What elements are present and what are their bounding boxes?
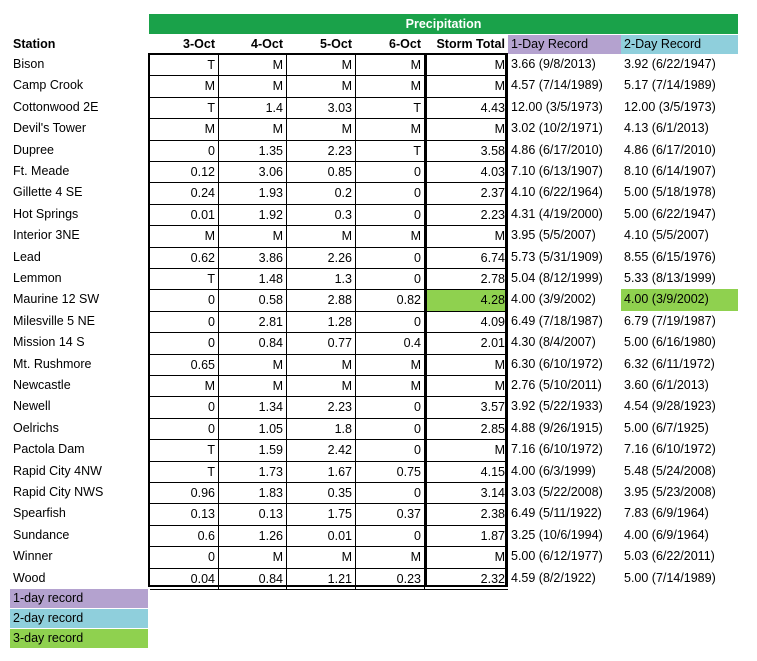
cell-3-oct: 0.6 bbox=[150, 526, 219, 547]
two-day-record-value: 5.48 (5/24/2008) bbox=[624, 463, 716, 478]
one-day-record-value: 3.02 (10/2/1971) bbox=[511, 121, 603, 136]
cell-5-oct: 0.85 bbox=[287, 162, 356, 183]
cell-storm-total: M bbox=[425, 547, 508, 568]
cell-4-oct: 0.58 bbox=[219, 290, 287, 311]
cell-storm-total: 4.43 bbox=[425, 98, 508, 119]
cell-6-oct: 0.75 bbox=[356, 462, 425, 483]
cell-4-oct: 1.26 bbox=[219, 526, 287, 547]
cell-5-oct: 0.3 bbox=[287, 205, 356, 226]
two-day-record-value: 7.16 (6/10/1972) bbox=[624, 442, 716, 457]
cell-3-oct: 0.24 bbox=[150, 183, 219, 204]
cell-storm-total: M bbox=[425, 119, 508, 140]
two-day-record-value: 3.60 (6/1/2013) bbox=[624, 378, 709, 392]
cell-storm-total: M bbox=[425, 440, 508, 461]
one-day-record-value: 5.00 (6/12/1977) bbox=[511, 549, 603, 564]
cell-storm-total: 4.15 bbox=[425, 462, 508, 483]
two-day-record-value: 8.10 (6/14/1907) bbox=[624, 164, 716, 178]
cell-storm-total: M bbox=[425, 76, 508, 97]
cell-6-oct: 0 bbox=[356, 205, 425, 226]
cell-storm-total: M bbox=[425, 226, 508, 247]
cell-3-oct: M bbox=[150, 376, 219, 397]
two-day-record-value: 5.00 (5/18/1978) bbox=[624, 185, 716, 200]
cell-6-oct: 0 bbox=[356, 440, 425, 461]
two-day-record-value: 4.86 (6/17/2010) bbox=[624, 142, 716, 157]
one-day-record-value: 7.10 (6/13/1907) bbox=[511, 164, 603, 178]
cell-3-oct: 0.01 bbox=[150, 205, 219, 226]
station-name: Devil's Tower bbox=[13, 121, 87, 136]
cell-3-oct: 0 bbox=[150, 141, 219, 162]
header-storm-total: Storm Total bbox=[436, 37, 505, 51]
cell-6-oct: 0.23 bbox=[356, 569, 425, 590]
cell-4-oct: M bbox=[219, 76, 287, 97]
cell-3-oct: 0.13 bbox=[150, 504, 219, 525]
cell-6-oct: 0 bbox=[356, 312, 425, 333]
legend-item: 3-day record bbox=[10, 629, 148, 648]
one-day-record-value: 4.00 (6/3/1999) bbox=[511, 463, 596, 478]
cell-storm-total: 4.03 bbox=[425, 162, 508, 183]
cell-5-oct: M bbox=[287, 355, 356, 376]
cell-4-oct: 0.13 bbox=[219, 504, 287, 525]
cell-storm-total: 3.14 bbox=[425, 483, 508, 504]
two-day-record-value: 4.10 (5/5/2007) bbox=[624, 228, 709, 243]
cell-3-oct: T bbox=[150, 98, 219, 119]
legend-item: 2-day record bbox=[10, 609, 148, 628]
cell-4-oct: 1.73 bbox=[219, 462, 287, 483]
one-day-record-value: 6.49 (5/11/1922) bbox=[511, 506, 602, 521]
two-day-record-value: 5.00 (6/16/1980) bbox=[624, 335, 716, 350]
two-day-record-value: 3.95 (5/23/2008) bbox=[624, 485, 716, 499]
two-day-record-value: 3.92 (6/22/1947) bbox=[624, 57, 716, 71]
cell-4-oct: 1.4 bbox=[219, 98, 287, 119]
cell-3-oct: 0 bbox=[150, 333, 219, 354]
two-day-record-value: 5.00 (6/22/1947) bbox=[624, 206, 716, 221]
station-name: Newell bbox=[13, 399, 51, 414]
cell-3-oct: 0.65 bbox=[150, 355, 219, 376]
cell-5-oct: 1.28 bbox=[287, 312, 356, 333]
cell-3-oct: M bbox=[150, 226, 219, 247]
station-name: Rapid City NWS bbox=[13, 485, 104, 499]
cell-4-oct: M bbox=[219, 376, 287, 397]
header-1-day-record: 1-Day Record bbox=[508, 35, 621, 54]
cell-6-oct: 0 bbox=[356, 162, 425, 183]
cell-4-oct: 1.35 bbox=[219, 141, 287, 162]
one-day-record-value: 3.92 (5/22/1933) bbox=[511, 399, 603, 414]
header-2-day-record: 2-Day Record bbox=[621, 35, 738, 54]
cell-6-oct: 0.37 bbox=[356, 504, 425, 525]
cell-3-oct: 0 bbox=[150, 397, 219, 418]
cell-3-oct: 0.04 bbox=[150, 569, 219, 590]
one-day-record-value: 4.31 (4/19/2000) bbox=[511, 206, 603, 221]
station-name: Spearfish bbox=[13, 506, 66, 521]
cell-storm-total: 2.38 bbox=[425, 504, 508, 525]
cell-storm-total: 4.09 bbox=[425, 312, 508, 333]
cell-6-oct: M bbox=[356, 376, 425, 397]
two-day-record-value: 4.13 (6/1/2013) bbox=[624, 121, 709, 136]
one-day-record-value: 4.86 (6/17/2010) bbox=[511, 142, 603, 157]
cell-4-oct: 1.05 bbox=[219, 419, 287, 440]
cell-storm-total: 1.87 bbox=[425, 526, 508, 547]
two-day-record-value: 6.32 (6/11/1972) bbox=[624, 356, 715, 371]
cell-4-oct: M bbox=[219, 55, 287, 76]
station-name: Ft. Meade bbox=[13, 164, 70, 178]
one-day-record-value: 4.59 (8/2/1922) bbox=[511, 570, 596, 585]
cell-6-oct: M bbox=[356, 55, 425, 76]
cell-storm-total: 2.01 bbox=[425, 333, 508, 354]
station-name: Hot Springs bbox=[13, 206, 79, 221]
cell-5-oct: M bbox=[287, 547, 356, 568]
station-name: Mt. Rushmore bbox=[13, 356, 92, 371]
header-4-oct: 4-Oct bbox=[251, 37, 283, 51]
cell-storm-total: M bbox=[425, 376, 508, 397]
cell-3-oct: 0 bbox=[150, 547, 219, 568]
one-day-record-value: 3.95 (5/5/2007) bbox=[511, 228, 596, 243]
one-day-record-value: 3.03 (5/22/2008) bbox=[511, 485, 603, 499]
cell-5-oct: 1.21 bbox=[287, 569, 356, 590]
two-day-record-value: 4.00 (3/9/2002) bbox=[621, 289, 738, 310]
cell-5-oct: 3.03 bbox=[287, 98, 356, 119]
cell-5-oct: 1.75 bbox=[287, 504, 356, 525]
one-day-record-value: 12.00 (3/5/1973) bbox=[511, 99, 603, 114]
one-day-record-value: 6.49 (7/18/1987) bbox=[511, 313, 603, 328]
cell-storm-total: 2.32 bbox=[425, 569, 508, 590]
one-day-record-value: 2.76 (5/10/2011) bbox=[511, 378, 602, 392]
cell-5-oct: 2.26 bbox=[287, 248, 356, 269]
station-name: Wood bbox=[13, 570, 46, 585]
cell-6-oct: 0 bbox=[356, 526, 425, 547]
cell-5-oct: M bbox=[287, 119, 356, 140]
cell-4-oct: M bbox=[219, 226, 287, 247]
cell-5-oct: 1.3 bbox=[287, 269, 356, 290]
cell-3-oct: 0 bbox=[150, 290, 219, 311]
cell-storm-total: M bbox=[425, 55, 508, 76]
cell-6-oct: M bbox=[356, 547, 425, 568]
cell-5-oct: M bbox=[287, 76, 356, 97]
cell-5-oct: 0.2 bbox=[287, 183, 356, 204]
cell-4-oct: M bbox=[219, 547, 287, 568]
one-day-record-value: 4.00 (3/9/2002) bbox=[511, 292, 596, 307]
cell-6-oct: M bbox=[356, 119, 425, 140]
cell-5-oct: 2.42 bbox=[287, 440, 356, 461]
cell-storm-total: M bbox=[425, 355, 508, 376]
header-5-oct: 5-Oct bbox=[320, 37, 352, 51]
two-day-record-value: 5.17 (7/14/1989) bbox=[624, 78, 716, 93]
cell-4-oct: 1.34 bbox=[219, 397, 287, 418]
station-name: Oelrichs bbox=[13, 420, 59, 435]
two-day-record-value: 4.00 (6/9/1964) bbox=[624, 527, 709, 542]
station-name: Cottonwood 2E bbox=[13, 99, 99, 114]
two-day-record-value: 12.00 (3/5/1973) bbox=[624, 99, 716, 114]
cell-4-oct: 1.48 bbox=[219, 269, 287, 290]
cell-5-oct: M bbox=[287, 376, 356, 397]
cell-3-oct: T bbox=[150, 55, 219, 76]
cell-5-oct: 1.8 bbox=[287, 419, 356, 440]
header-3-oct: 3-Oct bbox=[183, 37, 215, 51]
cell-6-oct: M bbox=[356, 355, 425, 376]
cell-4-oct: 1.92 bbox=[219, 205, 287, 226]
station-name: Interior 3NE bbox=[13, 228, 80, 243]
two-day-record-value: 5.03 (6/22/2011) bbox=[624, 549, 715, 564]
cell-3-oct: 0.12 bbox=[150, 162, 219, 183]
cell-4-oct: 3.06 bbox=[219, 162, 287, 183]
precip-grid bbox=[148, 53, 508, 587]
cell-5-oct: M bbox=[287, 55, 356, 76]
cell-6-oct: 0 bbox=[356, 183, 425, 204]
cell-3-oct: 0 bbox=[150, 419, 219, 440]
cell-storm-total: 2.78 bbox=[425, 269, 508, 290]
cell-4-oct: 2.81 bbox=[219, 312, 287, 333]
cell-6-oct: T bbox=[356, 98, 425, 119]
cell-3-oct: 0.96 bbox=[150, 483, 219, 504]
cell-5-oct: 2.23 bbox=[287, 397, 356, 418]
station-name: Camp Crook bbox=[13, 78, 84, 93]
one-day-record-value: 5.04 (8/12/1999) bbox=[511, 271, 603, 285]
cell-3-oct: M bbox=[150, 76, 219, 97]
cell-storm-total: 3.58 bbox=[425, 141, 508, 162]
one-day-record-value: 4.88 (9/26/1915) bbox=[511, 420, 603, 435]
cell-5-oct: 0.01 bbox=[287, 526, 356, 547]
cell-3-oct: T bbox=[150, 440, 219, 461]
header-station: Station bbox=[13, 37, 56, 51]
station-name: Dupree bbox=[13, 142, 54, 157]
station-name: Maurine 12 SW bbox=[13, 292, 100, 307]
one-day-record-value: 6.30 (6/10/1972) bbox=[511, 356, 603, 371]
two-day-record-value: 5.33 (8/13/1999) bbox=[624, 271, 716, 285]
station-name: Sundance bbox=[13, 527, 70, 542]
cell-6-oct: M bbox=[356, 76, 425, 97]
cell-storm-total: 2.23 bbox=[425, 205, 508, 226]
header-6-oct: 6-Oct bbox=[389, 37, 421, 51]
one-day-record-value: 3.66 (9/8/2013) bbox=[511, 57, 596, 71]
cell-3-oct: T bbox=[150, 269, 219, 290]
cell-4-oct: 0.84 bbox=[219, 333, 287, 354]
cell-storm-total: 4.28 bbox=[425, 290, 508, 311]
cell-4-oct: 1.59 bbox=[219, 440, 287, 461]
cell-3-oct: M bbox=[150, 119, 219, 140]
cell-storm-total: 2.37 bbox=[425, 183, 508, 204]
cell-storm-total: 3.57 bbox=[425, 397, 508, 418]
one-day-record-value: 4.30 (8/4/2007) bbox=[511, 335, 596, 350]
station-name: Newcastle bbox=[13, 378, 71, 392]
two-day-record-value: 4.54 (9/28/1923) bbox=[624, 399, 716, 414]
two-day-record-value: 8.55 (6/15/1976) bbox=[624, 249, 716, 264]
one-day-record-value: 4.10 (6/22/1964) bbox=[511, 185, 603, 200]
station-name: Winner bbox=[13, 549, 53, 564]
cell-4-oct: 1.83 bbox=[219, 483, 287, 504]
one-day-record-value: 7.16 (6/10/1972) bbox=[511, 442, 603, 457]
cell-3-oct: 0.62 bbox=[150, 248, 219, 269]
cell-3-oct: 0 bbox=[150, 312, 219, 333]
cell-6-oct: 0 bbox=[356, 269, 425, 290]
cell-storm-total: 2.85 bbox=[425, 419, 508, 440]
station-name: Mission 14 S bbox=[13, 335, 85, 350]
cell-6-oct: M bbox=[356, 226, 425, 247]
station-name: Lead bbox=[13, 249, 41, 264]
cell-3-oct: T bbox=[150, 462, 219, 483]
cell-6-oct: 0 bbox=[356, 248, 425, 269]
two-day-record-value: 5.00 (7/14/1989) bbox=[624, 570, 716, 585]
cell-5-oct: 0.77 bbox=[287, 333, 356, 354]
cell-6-oct: 0 bbox=[356, 483, 425, 504]
cell-6-oct: T bbox=[356, 141, 425, 162]
precipitation-banner: Precipitation bbox=[149, 14, 738, 34]
station-name: Pactola Dam bbox=[13, 442, 85, 457]
two-day-record-value: 7.83 (6/9/1964) bbox=[624, 506, 709, 521]
cell-4-oct: M bbox=[219, 119, 287, 140]
cell-6-oct: 0.82 bbox=[356, 290, 425, 311]
cell-5-oct: 1.67 bbox=[287, 462, 356, 483]
two-day-record-value: 6.79 (7/19/1987) bbox=[624, 313, 716, 328]
cell-5-oct: 2.23 bbox=[287, 141, 356, 162]
cell-6-oct: 0 bbox=[356, 397, 425, 418]
cell-storm-total: 6.74 bbox=[425, 248, 508, 269]
station-name: Gillette 4 SE bbox=[13, 185, 83, 200]
cell-5-oct: 0.35 bbox=[287, 483, 356, 504]
legend-item: 1-day record bbox=[10, 589, 148, 608]
station-name: Lemmon bbox=[13, 271, 62, 285]
cell-5-oct: M bbox=[287, 226, 356, 247]
cell-4-oct: 3.86 bbox=[219, 248, 287, 269]
cell-6-oct: 0.4 bbox=[356, 333, 425, 354]
one-day-record-value: 5.73 (5/31/1909) bbox=[511, 249, 603, 264]
cell-4-oct: 0.84 bbox=[219, 569, 287, 590]
station-name: Bison bbox=[13, 57, 45, 71]
cell-4-oct: 1.93 bbox=[219, 183, 287, 204]
cell-5-oct: 2.88 bbox=[287, 290, 356, 311]
station-name: Rapid City 4NW bbox=[13, 463, 102, 478]
one-day-record-value: 4.57 (7/14/1989) bbox=[511, 78, 603, 93]
cell-6-oct: 0 bbox=[356, 419, 425, 440]
cell-4-oct: M bbox=[219, 355, 287, 376]
one-day-record-value: 3.25 (10/6/1994) bbox=[511, 527, 603, 542]
two-day-record-value: 5.00 (6/7/1925) bbox=[624, 420, 709, 435]
station-name: Milesville 5 NE bbox=[13, 313, 95, 328]
